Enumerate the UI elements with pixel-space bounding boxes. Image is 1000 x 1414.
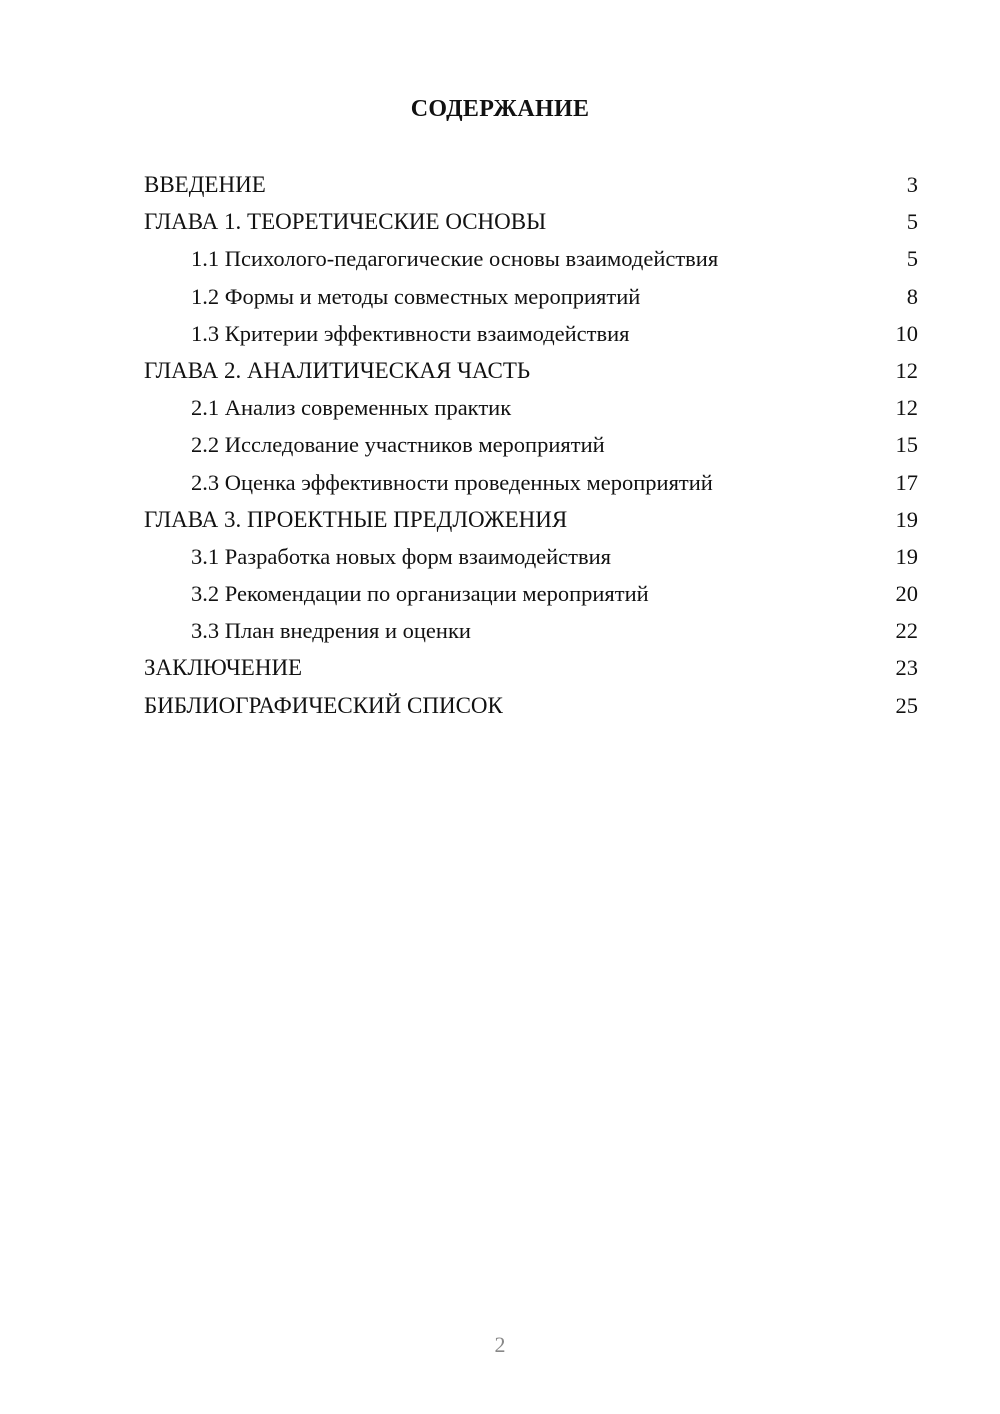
toc-subentry[interactable]: [144, 315, 918, 352]
toc-entry-label: 2.1 Анализ современных практик: [191, 395, 512, 421]
toc-entry-page: 5: [906, 209, 918, 235]
toc-entry-label: 3.1 Разработка новых форм взаимодействия: [191, 543, 612, 569]
toc-entry-label: 1.1 Психолого-педагогические основы взаимодействия: [191, 246, 719, 272]
toc-subentry[interactable]: [144, 464, 918, 501]
toc-entry-page: 12: [895, 395, 918, 421]
toc-entry-page: 19: [895, 543, 918, 569]
toc-entry[interactable]: [144, 203, 918, 240]
toc-entry[interactable]: [144, 166, 918, 203]
toc-entry-label: 1.3 Критерии эффективности взаимодействия: [191, 320, 630, 346]
toc-entry-page: 23: [895, 655, 918, 681]
toc-entry-label: 1.2 Формы и методы совместных мероприятий: [191, 283, 641, 309]
toc-entry-label: ВВЕДЕНИЕ: [144, 172, 266, 197]
toc-subentry[interactable]: [144, 240, 918, 277]
toc-entry-page: 15: [895, 432, 918, 458]
toc-entry-label: 2.2 Исследование участников мероприятий: [191, 432, 605, 458]
toc-entry-page: 8: [906, 283, 918, 309]
toc-entry-page: 20: [895, 581, 918, 607]
toc-entry-page: 12: [895, 357, 918, 383]
toc-subentry[interactable]: [144, 426, 918, 463]
toc-entry-page: 10: [895, 320, 918, 346]
toc-subentry[interactable]: [144, 389, 918, 426]
toc-entry-page: 3: [906, 172, 918, 197]
toc-subentry[interactable]: [144, 575, 918, 612]
toc-subentry[interactable]: [144, 612, 918, 649]
toc-entry-label: 3.3 План внедрения и оценки: [191, 618, 471, 644]
table-of-contents: [144, 166, 918, 724]
page-number: 2: [494, 1332, 506, 1357]
toc-entry[interactable]: [144, 352, 918, 389]
toc-entry-page: 22: [895, 618, 918, 644]
toc-entry[interactable]: [144, 501, 918, 538]
toc-entry-label: ГЛАВА 1. ТЕОРЕТИЧЕСКИЕ ОСНОВЫ: [144, 209, 547, 235]
toc-entry[interactable]: [144, 687, 918, 724]
toc-entry-label: ЗАКЛЮЧЕНИЕ: [144, 655, 303, 681]
toc-entry-label: 3.2 Рекомендации по организации мероприятий: [191, 581, 649, 607]
toc-entry-page: 25: [895, 692, 918, 718]
toc-entry-page: 5: [906, 246, 918, 272]
toc-subentry[interactable]: [144, 278, 918, 315]
page-title: СОДЕРЖАНИЕ: [410, 96, 590, 122]
toc-entry-label: ГЛАВА 2. АНАЛИТИЧЕСКАЯ ЧАСТЬ: [144, 357, 531, 383]
toc-entry-page: 19: [895, 506, 918, 532]
toc-entry[interactable]: [144, 649, 918, 686]
toc-entry-label: 2.3 Оценка эффективности проведенных мероприятий: [191, 469, 713, 495]
toc-entry-label: БИБЛИОГРАФИЧЕСКИЙ СПИСОК: [144, 692, 503, 718]
toc-entry-label: ГЛАВА 3. ПРОЕКТНЫЕ ПРЕДЛОЖЕНИЯ: [144, 506, 568, 532]
toc-entry-page: 17: [895, 469, 918, 495]
toc-subentry[interactable]: [144, 538, 918, 575]
